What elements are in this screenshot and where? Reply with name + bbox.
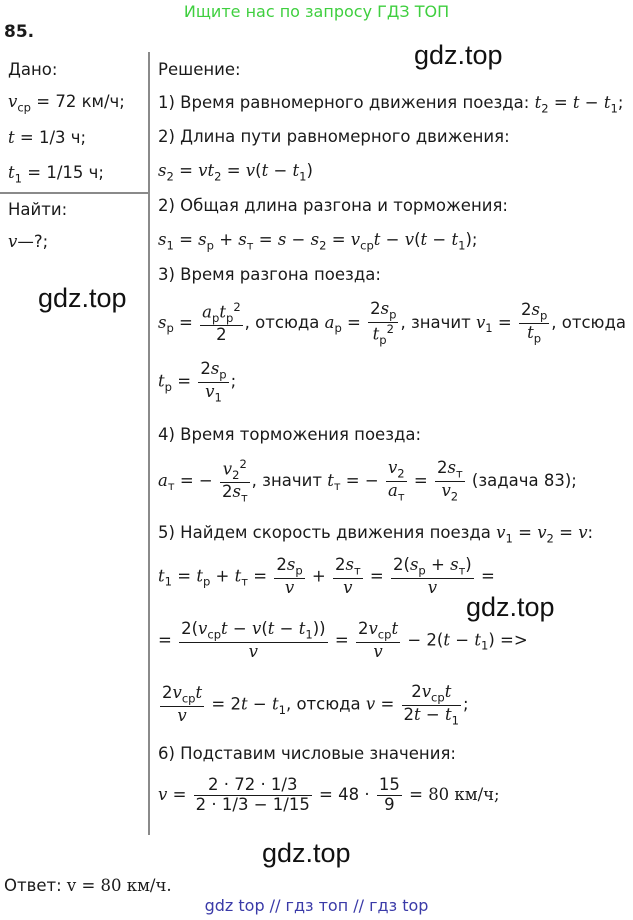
word-znachit: значит bbox=[410, 312, 471, 332]
step-5-text: 5) Найдем скорость движения поезда bbox=[158, 523, 491, 542]
answer-label: Ответ: bbox=[4, 876, 62, 895]
step-3-formula: $s_р$ = $\frac{a_рt_р^2}{2}$ , отсюда $a_р$ = $\frac{2s_р}{t_р^2}$ , значит $v_1$ = $\frac{2s_р}{t_р}$ , отсюда bbox=[158, 299, 626, 347]
result-value: 80 км/ч; bbox=[428, 784, 500, 804]
given-speed: $v_{ср} = 72$ км/ч; bbox=[8, 92, 125, 115]
step-1-text: 1) Время равномерного движения поезда: bbox=[158, 93, 530, 112]
answer-value: v = 80 км/ч. bbox=[66, 876, 172, 895]
answer bbox=[4, 876, 172, 895]
watermark: gdz.top bbox=[466, 592, 555, 622]
step-6: 6) Подставим числовые значения: bbox=[158, 744, 456, 763]
word-otsyuda: отсюда bbox=[296, 694, 361, 714]
step-1: 1) Время равномерного движения поезда: $t_2 = t - t_1$; bbox=[158, 93, 624, 116]
footer-links[interactable]: gdz top // гдз топ // гдз top bbox=[204, 896, 429, 915]
given-time1: $t_1 = 1/15$ ч; bbox=[8, 163, 104, 186]
watermark: gdz.top bbox=[38, 283, 127, 313]
task-reference: (задача 83); bbox=[471, 470, 577, 490]
step-6-formula: v = $\frac{2 \cdot 72 \cdot 1/3}{2 \cdot 1/3 - 1/15}$ = 48 · $\frac{15}{9}$ = 80 км/ч; bbox=[158, 775, 500, 814]
find-value: v—?; bbox=[8, 232, 49, 251]
find-title: Найти: bbox=[8, 200, 68, 219]
step-2: 2) Длина пути равномерного движения: bbox=[158, 127, 510, 146]
step-5-formula-2: = $\frac{2(v_{ср}t - v(t - t_1))}{v}$ = $\frac{2v_{ср}t}{v}$ − $2(t - t_1)$ => bbox=[158, 619, 528, 661]
given-horizontal-divider bbox=[0, 192, 149, 194]
step-2b: 2) Общая длина разгона и торможения: bbox=[158, 196, 508, 215]
given-vertical-divider bbox=[148, 52, 150, 835]
watermark: gdz.top bbox=[262, 838, 351, 868]
step-4: 4) Время торможения поезда: bbox=[158, 425, 422, 444]
step-5-formula-1: $t_1 = t_р + t_т$ = $\frac{2s_р}{v}$ + $\frac{2s_т}{v}$ = $\frac{2(s_р + s_т)}{v}$ = bbox=[158, 555, 495, 597]
step-3: 3) Время разгона поезда: bbox=[158, 265, 381, 284]
step-3-tp: $t_р$ = $\frac{2s_р}{v_1}$ ; bbox=[158, 359, 237, 404]
given-time: t = 1/3 ч; bbox=[8, 128, 87, 147]
word-otsyuda: отсюда bbox=[255, 312, 320, 332]
given-title: Дано: bbox=[8, 60, 58, 79]
step-2-formula: $s_2 = vt_2 = v(t - t_1)$ bbox=[158, 161, 313, 184]
search-banner[interactable]: Ищите нас по запросу ГДЗ ТОП bbox=[183, 2, 450, 21]
watermark: gdz.top bbox=[414, 40, 503, 70]
solution-title: Решение: bbox=[158, 60, 241, 79]
problem-number: 85. bbox=[4, 22, 35, 42]
word-otsyuda: отсюда bbox=[561, 312, 626, 332]
step-2b-formula: $s_1 = s_р + s_т = s - s_2 = v_{ср}t - v(t - t_1)$; bbox=[158, 230, 478, 253]
word-znachit: значит bbox=[262, 470, 322, 490]
step-5-formula-3: $\frac{2v_{ср}t}{v}$ = $2t - t_1$, отсюда v = $\frac{2v_{ср}t}{2t - t_1}$ ; bbox=[162, 682, 469, 727]
step-5: 5) Найдем скорость движения поезда $v_1 = v_2 = v$: bbox=[158, 523, 594, 546]
step-4-formula: $a_т$ = − $\frac{v_2^2}{2s_т}$ , значит $t_т$ = − $\frac{v_2}{a_т}$ = $\frac{2s_т}{v_2}$ (задача 83); bbox=[158, 457, 577, 505]
